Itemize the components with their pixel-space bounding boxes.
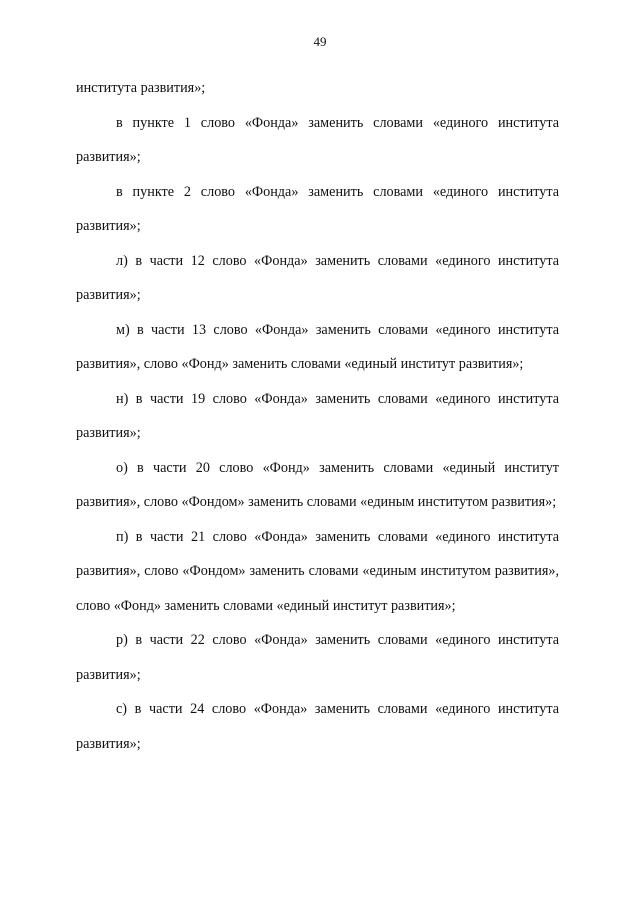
- paragraph-item-o: о) в части 20 слово «Фонд» заменить словами «единый институт развития», слово «Фондом» заменить словами «единым институтом развития»;: [76, 459, 559, 510]
- paragraph-item-1: в пункте 1 слово «Фонда» заменить словами «единого института развития»;: [76, 114, 559, 165]
- paragraph-item-n: н) в части 19 слово «Фонда» заменить словами «единого института развития»;: [76, 390, 559, 441]
- paragraph-item-2: в пункте 2 слово «Фонда» заменить словами «единого института развития»;: [76, 183, 559, 234]
- paragraph-item-r: р) в части 22 слово «Фонда» заменить словами «единого института развития»;: [76, 632, 559, 683]
- paragraph-continuation: института развития»;: [76, 80, 206, 96]
- paragraph-item-l: л) в части 12 слово «Фонда» заменить словами «единого института развития»;: [76, 252, 559, 303]
- page-number: 49: [313, 34, 327, 49]
- paragraph-item-m: м) в части 13 слово «Фонда» заменить словами «единого института развития», слово «Фонд» заменить словами «единый институт развития»;: [76, 321, 559, 372]
- document-body: [76, 71, 559, 761]
- paragraph-item-p: п) в части 21 слово «Фонда» заменить словами «единого института развития», слово «Фондом» заменить словами «единым институтом развития», слово «Фонд» заменить словами «единый институт развития»;: [76, 528, 559, 614]
- paragraph-item-s: с) в части 24 слово «Фонда» заменить словами «единого института развития»;: [76, 701, 559, 752]
